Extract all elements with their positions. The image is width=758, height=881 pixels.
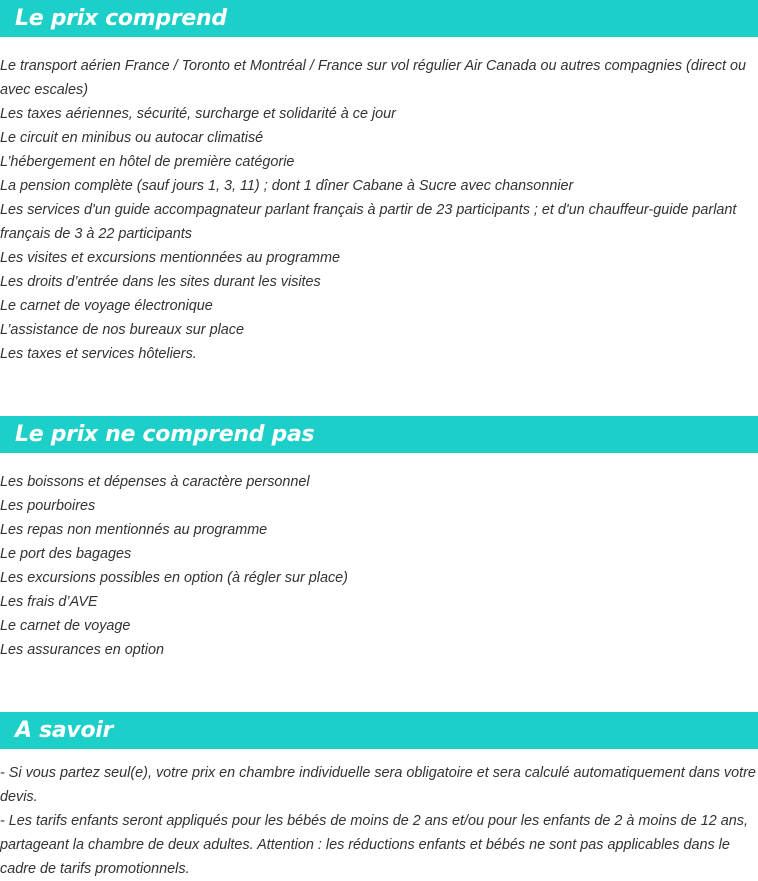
list-item: La pension complète (sauf jours 1, 3, 11) ; dont 1 dîner Cabane à Sucre avec chansonnier — [0, 178, 574, 194]
not-included-list — [0, 470, 758, 662]
list-item: Les repas non mentionnés au programme — [0, 522, 268, 538]
list-item: Les excursions possibles en option (à régler sur place) — [0, 570, 348, 586]
info-header — [0, 712, 758, 749]
list-item: Les droits d’entrée dans les sites durant les visites — [0, 274, 321, 290]
not-included-header — [0, 416, 758, 453]
list-item: Le port des bagages — [0, 546, 132, 562]
list-item: Le carnet de voyage électronique — [0, 298, 213, 314]
list-item: L’hébergement en hôtel de première catégorie — [0, 154, 295, 170]
list-item: - Si vous partez seul(e), votre prix en chambre individuelle sera obligatoire et sera calculé automatiquement dans votre devis. — [0, 765, 756, 805]
list-item: Les taxes aériennes, sécurité, surcharge et solidarité à ce jour — [0, 106, 396, 122]
included-title: Le prix comprend — [15, 6, 227, 31]
list-item: Les boissons et dépenses à caractère personnel — [0, 474, 310, 490]
list-item: Le carnet de voyage — [0, 618, 131, 634]
info-list — [0, 761, 758, 881]
list-item: Le transport aérien France / Toronto et Montréal / France sur vol régulier Air Canada ou autres compagnies (direct ou avec escales) — [0, 58, 747, 98]
list-item: - Les tarifs enfants seront appliqués pour les bébés de moins de 2 ans et/ou pour les enfants de 2 à moins de 12 ans, partageant la chambre de deux adultes. Attention : les réductions enfants et bébés ne sont pas applicables dans le cadre de tarifs promotionnels. — [0, 813, 748, 877]
list-item: Les services d'un guide accompagnateur parlant français à partir de 23 participants ; et d'un chauffeur-guide parlant français de 3 à 22 participants — [0, 202, 737, 242]
included-header — [0, 0, 758, 37]
not-included-title: Le prix ne comprend pas — [15, 422, 315, 447]
list-item: Le circuit en minibus ou autocar climatisé — [0, 130, 264, 146]
info-section — [0, 712, 758, 881]
included-list — [0, 54, 758, 366]
info-title: A savoir — [15, 718, 114, 743]
list-item: Les visites et excursions mentionnées au programme — [0, 250, 340, 266]
list-item: L’assistance de nos bureaux sur place — [0, 322, 244, 338]
list-item: Les pourboires — [0, 498, 96, 514]
included-section — [0, 0, 758, 366]
not-included-section — [0, 416, 758, 662]
list-item: Les frais d’AVE — [0, 594, 98, 610]
list-item: Les taxes et services hôteliers. — [0, 346, 197, 362]
list-item: Les assurances en option — [0, 642, 165, 658]
